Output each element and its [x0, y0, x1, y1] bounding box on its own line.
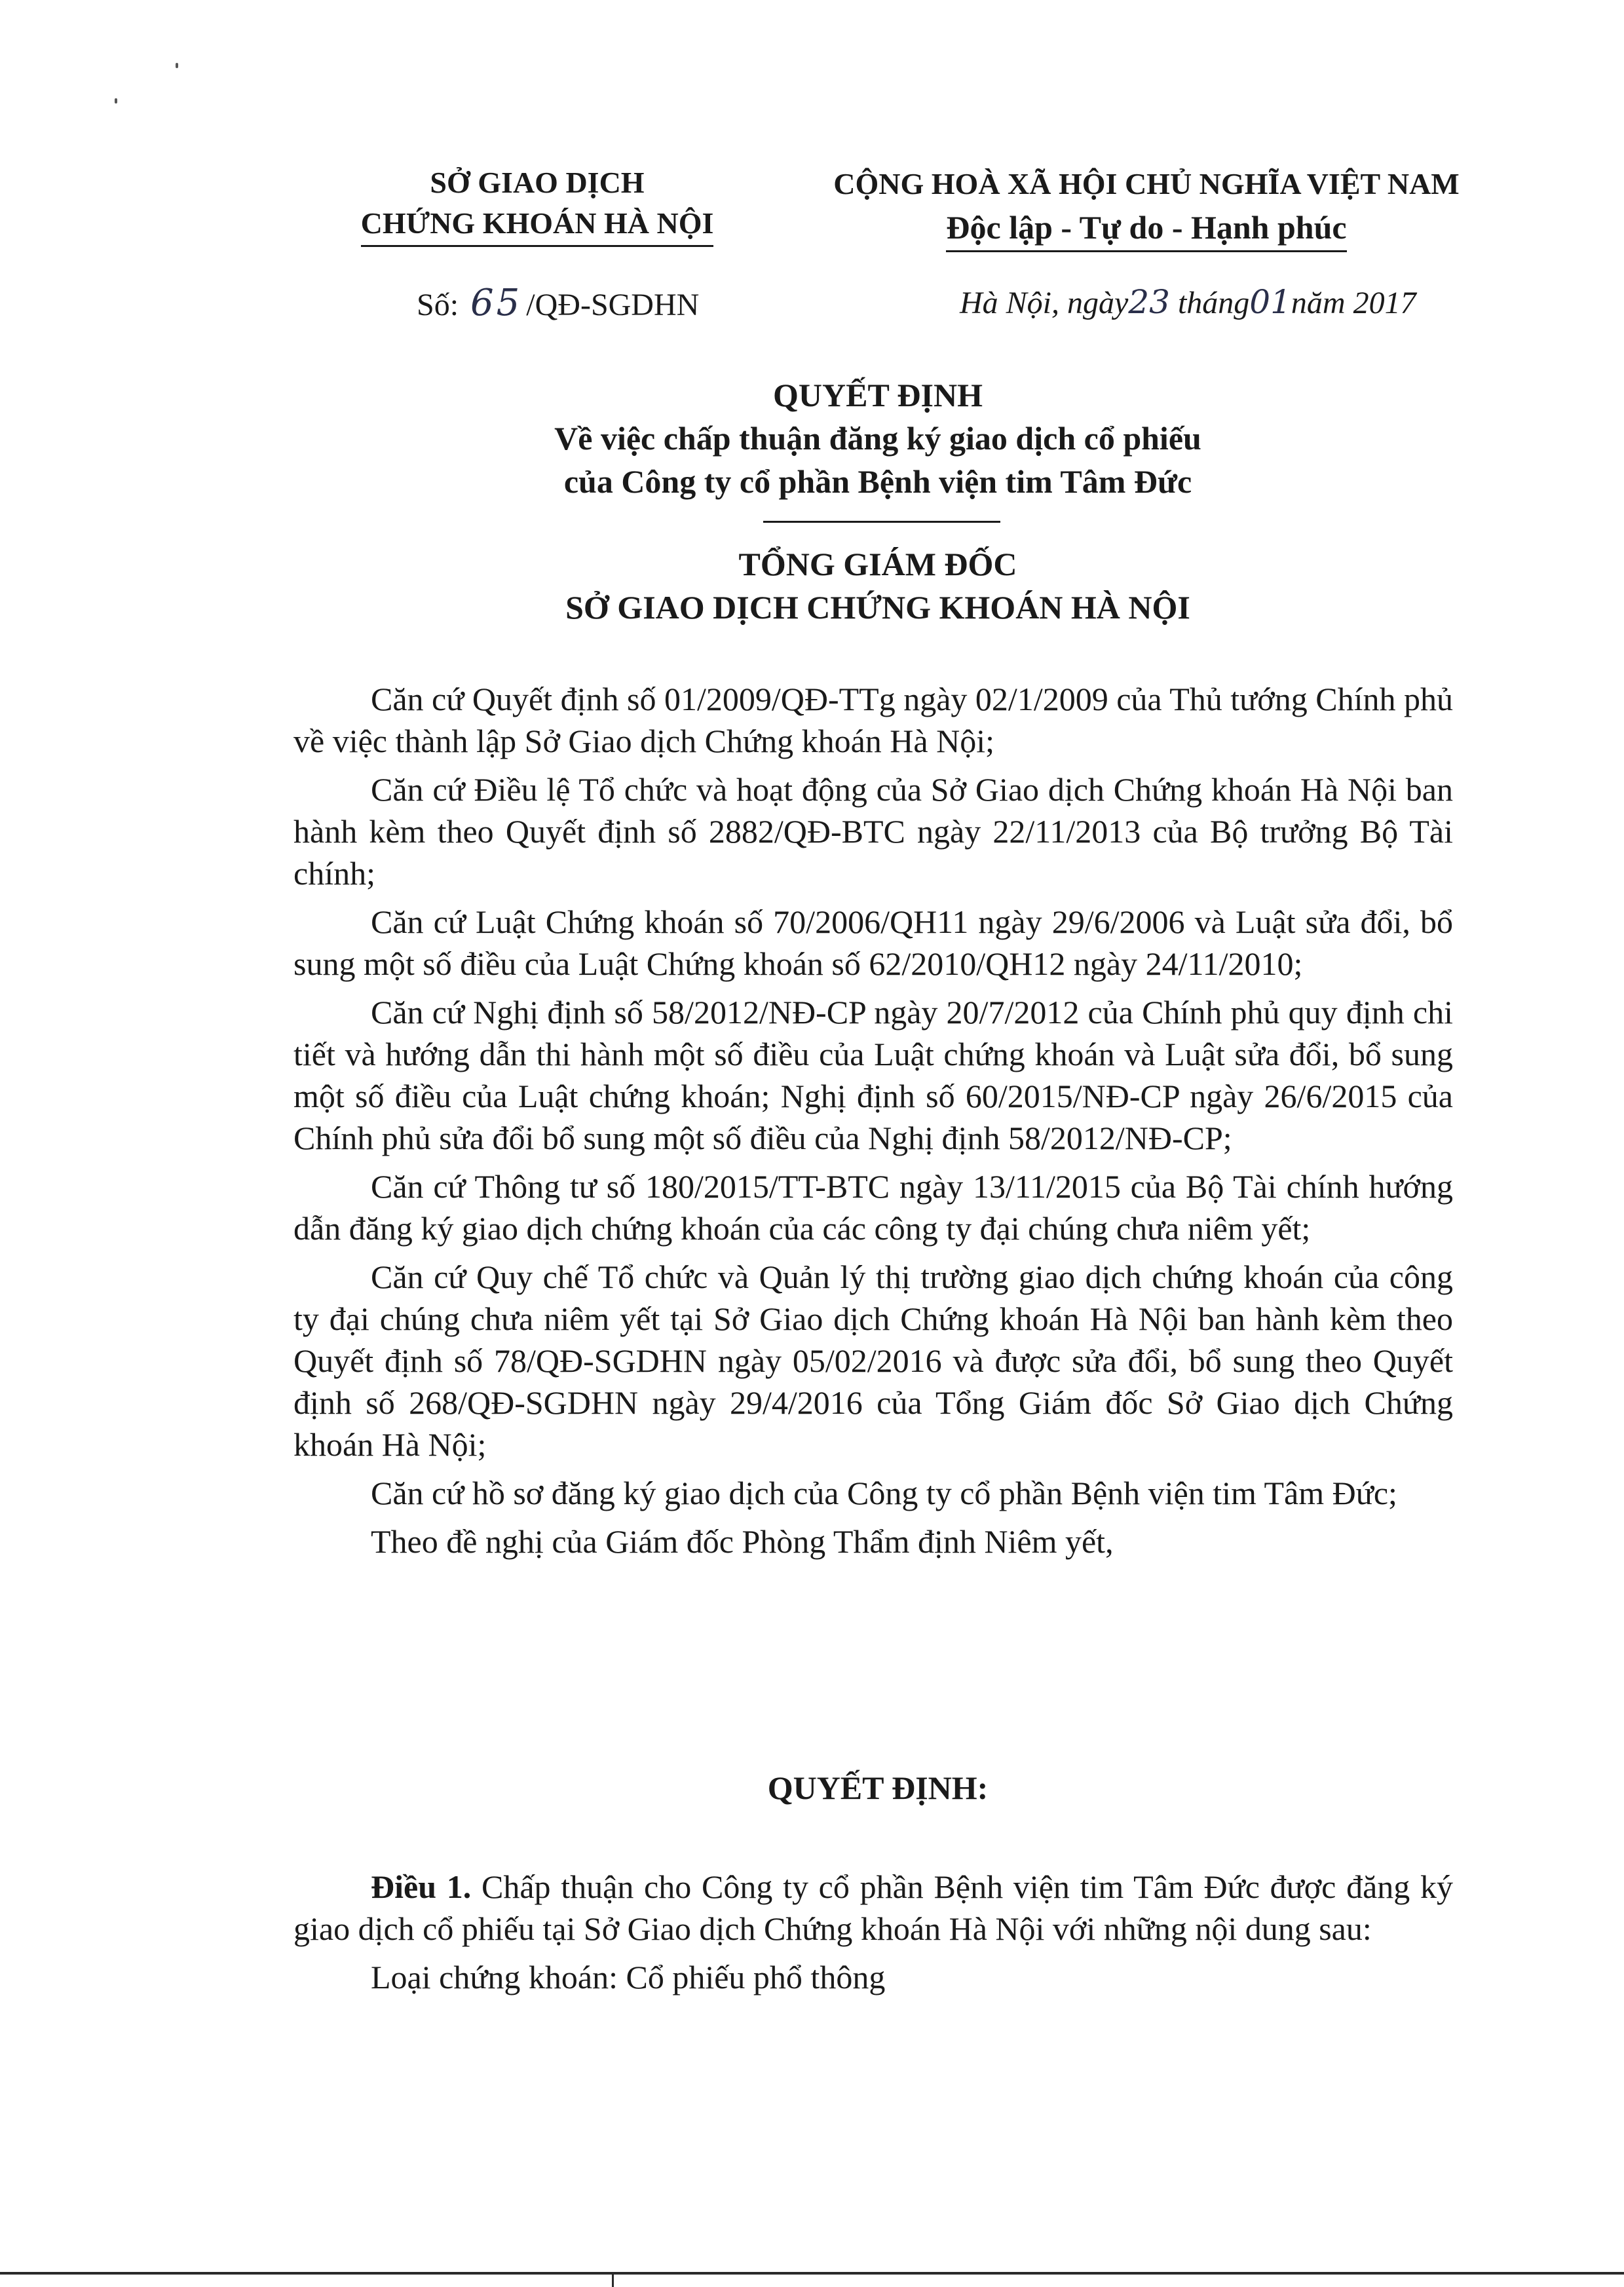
issuing-agency	[328, 162, 747, 247]
handwritten-number: 65	[470, 282, 523, 324]
title-line-2: của Công ty cổ phần Bệnh viện tim Tâm Đức	[563, 463, 1192, 500]
document-date	[960, 283, 1416, 321]
legal-basis-paragraph: Căn cứ Điều lệ Tổ chức và hoạt động của Sở Giao dịch Chứng khoán Hà Nội ban hành kèm theo Quyết định số 2882/QĐ-BTC ngày 22/11/2013 của Bộ trưởng Bộ Tài chính;	[293, 771, 1453, 892]
document-number	[417, 282, 699, 324]
number-prefix: Số:	[417, 288, 459, 322]
date-place: Hà Nội, ngày	[960, 286, 1129, 320]
article-1-item: Loại chứng khoán: Cổ phiếu phổ thông	[371, 1959, 886, 1995]
agency-line-1: SỞ GIAO DỊCH	[430, 166, 645, 199]
legal-basis	[293, 678, 1453, 1569]
date-year: năm 2017	[1291, 286, 1416, 320]
agency-line-2: CHỨNG KHOÁN HÀ NỘI	[361, 203, 714, 247]
national-header	[806, 162, 1487, 257]
decision-heading: QUYẾT ĐỊNH:	[767, 1769, 989, 1806]
national-title: CỘNG HOÀ XÃ HỘI CHỦ NGHĨA VIỆT NAM	[833, 167, 1460, 200]
legal-basis-paragraph: Căn cứ Luật Chứng khoán số 70/2006/QH11 ngày 29/6/2006 và Luật sửa đổi, bổ sung một số điều của Luật Chứng khoán số 62/2010/QH12 ngày 24/11/2010;	[293, 903, 1453, 982]
scan-speck	[115, 98, 117, 104]
legal-basis-paragraph: Theo đề nghị của Giám đốc Phòng Thẩm định Niêm yết,	[371, 1523, 1114, 1560]
number-suffix: /QĐ-SGDHN	[526, 288, 700, 322]
handwritten-day: 23	[1128, 283, 1170, 321]
article-1-label: Điều 1.	[371, 1868, 472, 1905]
article-1-body: Chấp thuận cho Công ty cổ phần Bệnh viện tim Tâm Đức được đăng ký giao dịch cổ phiếu tại Sở Giao dịch Chứng khoán Hà Nội với những nội dung sau:	[293, 1868, 1454, 1947]
legal-basis-paragraph: Căn cứ Quy chế Tổ chức và Quản lý thị trường giao dịch chứng khoán của công ty đại chúng chưa niêm yết tại Sở Giao dịch Chứng khoán Hà Nội ban hành kèm theo Quyết định số 78/QĐ-SGDHN ngày 05/02/2016 và được sửa đổi, bổ sung theo Quyết định số 268/QĐ-SGDHN ngày 29/4/2016 của Tổng Giám đốc Sở Giao dịch Chứng khoán Hà Nội;	[293, 1258, 1453, 1463]
legal-basis-paragraph: Căn cứ Nghị định số 58/2012/NĐ-CP ngày 20/7/2012 của Chính phủ quy định chi tiết và hướng dẫn thi hành một số điều của Luật chứng khoán và Luật sửa đổi, bổ sung một số điều của Luật chứng khoán; Nghị định số 60/2015/NĐ-CP ngày 26/6/2015 của Chính phủ sửa đổi bổ sung một số điều của Nghị định 58/2012/NĐ-CP;	[293, 994, 1453, 1156]
authority-line-2: SỞ GIAO DỊCH CHỨNG KHOÁN HÀ NỘI	[565, 589, 1190, 626]
date-month-label: tháng	[1177, 286, 1250, 320]
authority-line-1: TỔNG GIÁM ĐỐC	[738, 546, 1017, 582]
legal-basis-paragraph: Căn cứ Quyết định số 01/2009/QĐ-TTg ngày 02/1/2009 của Thủ tướng Chính phủ về việc thành lập Sở Giao dịch Chứng khoán Hà Nội;	[293, 681, 1453, 759]
page-footer-tick	[612, 2273, 614, 2287]
article-1	[293, 1866, 1453, 2005]
article-1-text	[293, 1866, 1453, 1950]
title-line-1: Về việc chấp thuận đăng ký giao dịch cổ phiếu	[554, 420, 1201, 457]
authority-block	[354, 542, 1402, 629]
title-divider	[763, 521, 1000, 523]
national-motto: Độc lập - Tự do - Hạnh phúc	[946, 206, 1346, 252]
scan-speck	[176, 63, 178, 68]
legal-basis-paragraph: Căn cứ Thông tư số 180/2015/TT-BTC ngày 13/11/2015 của Bộ Tài chính hướng dẫn đăng ký giao dịch chứng khoán của các công ty đại chúng chưa niêm yết;	[293, 1168, 1453, 1247]
legal-basis-paragraph: Căn cứ hồ sơ đăng ký giao dịch của Công ty cổ phần Bệnh viện tim Tâm Đức;	[371, 1475, 1397, 1511]
title-heading: QUYẾT ĐỊNH	[773, 377, 983, 413]
handwritten-month: 01	[1249, 283, 1291, 321]
decision-title	[354, 373, 1402, 503]
page-footer-rule	[0, 2272, 1624, 2275]
